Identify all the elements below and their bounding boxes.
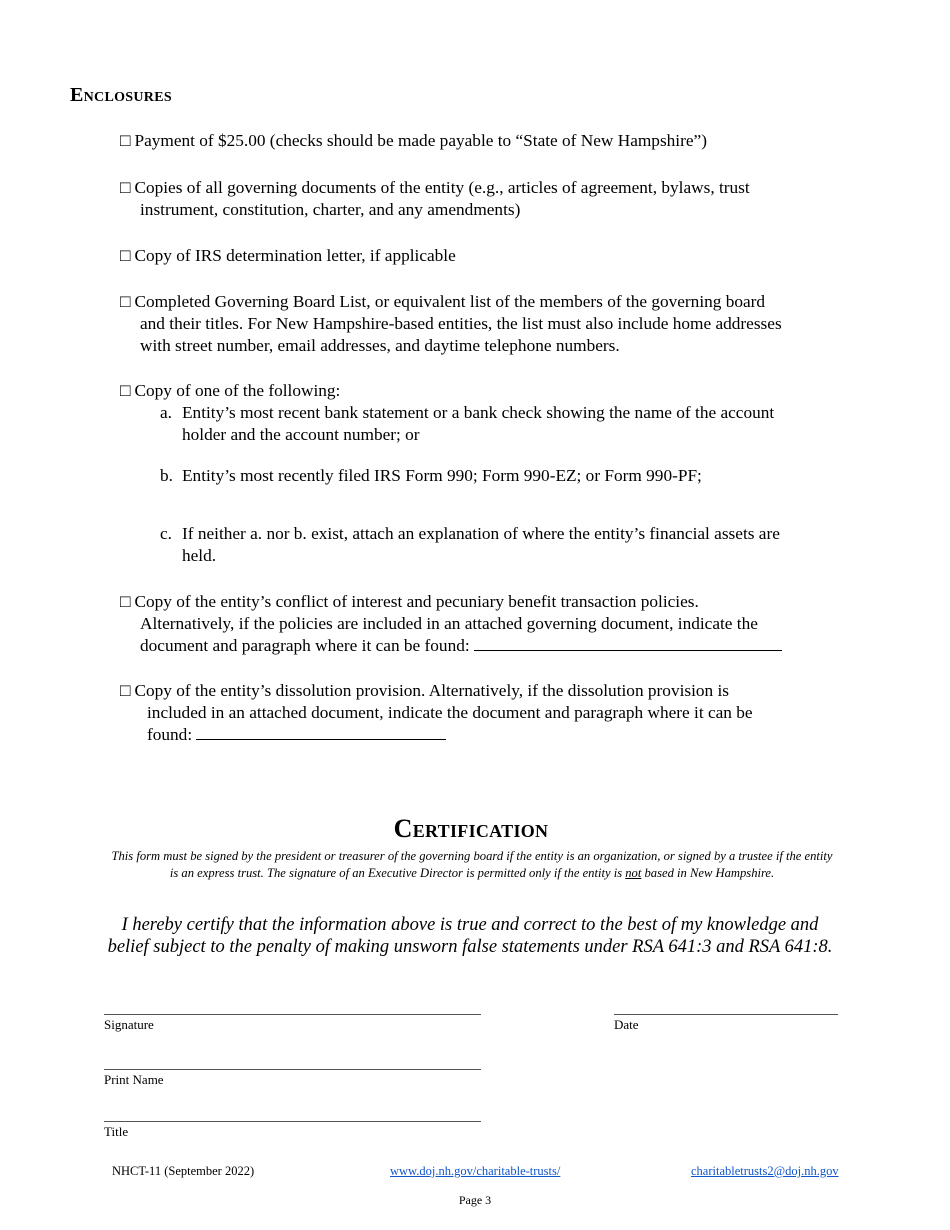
checkbox-icon[interactable]: □ [120, 246, 131, 265]
sub-item-c-label: c. [160, 524, 172, 543]
dissolution-line2: included in an attached document, indicate the document and paragraph where it can be [147, 703, 753, 722]
sub-item-b-line1: Entity’s most recently filed IRS Form 990; Form 990-EZ; or Form 990-PF; [182, 466, 702, 485]
certification-statement [90, 914, 850, 958]
page-number: Page 3 [458, 1193, 492, 1207]
certification-note-part2: based in New Hampshire. [641, 865, 775, 880]
checkbox-icon[interactable]: □ [120, 178, 131, 197]
date-label: Date [614, 1017, 639, 1032]
conflict-policy-line1: Copy of the entity’s conflict of interest and pecuniary benefit transaction policies. [134, 592, 699, 611]
conflict-policy-line3: document and paragraph where it can be found: [140, 636, 470, 655]
certification-note [110, 848, 834, 881]
dissolution-blank-field[interactable] [196, 725, 446, 740]
enclosure-item-payment [120, 130, 707, 152]
certification-note-part1: This form must be signed by the president or treasurer of the governing board if the entity is an organization, or signed by a trustee if the entity is an express trust. The signature of an Executive Director is permitted only if the entity is [111, 849, 833, 880]
sub-item-a-line1: Entity’s most recent bank statement or a bank check showing the name of the account [182, 403, 775, 422]
certification-note-underlined: not [625, 865, 642, 880]
enclosures-heading: Enclosures [70, 84, 172, 106]
conflict-policy-blank-field[interactable] [474, 636, 782, 651]
date-field[interactable] [614, 1014, 838, 1015]
signature-label: Signature [104, 1017, 154, 1032]
sub-item-a-label: a. [160, 403, 172, 422]
email-link[interactable]: charitabletrusts2@doj.nh.gov [691, 1164, 839, 1178]
enclosure-item-copy-of-one [120, 380, 340, 402]
board-list-line3: with street number, email addresses, and daytime telephone numbers. [140, 336, 620, 355]
website-link[interactable]: www.doj.nh.gov/charitable-trusts/ [390, 1164, 561, 1178]
copy-of-one-label: Copy of one of the following: [134, 381, 341, 400]
checkbox-icon[interactable]: □ [120, 292, 131, 311]
dissolution-line3: found: [147, 725, 193, 744]
signature-field[interactable] [104, 1014, 481, 1015]
title-field[interactable] [104, 1121, 481, 1122]
certification-statement-line2: belief subject to the penalty of making unsworn false statements under RSA 641:3 and RSA 641:8. [107, 937, 833, 957]
enclosure-item-governing-docs [120, 177, 750, 221]
sub-item-c-line1: If neither a. nor b. exist, attach an explanation of where the entity’s financial assets are [182, 524, 780, 543]
checkbox-icon[interactable]: □ [120, 381, 131, 400]
conflict-policy-line2: Alternatively, if the policies are included in an attached governing document, indicate the [140, 614, 758, 633]
payment-text: Payment of $25.00 (checks should be made payable to “State of New Hampshire”) [134, 131, 707, 150]
governing-docs-line1: Copies of all governing documents of the entity (e.g., articles of agreement, bylaws, trust [134, 178, 750, 197]
irs-letter-text: Copy of IRS determination letter, if applicable [134, 246, 456, 265]
governing-docs-line2: instrument, constitution, charter, and any amendments) [140, 200, 521, 219]
sub-item-c-line2: held. [182, 546, 217, 565]
enclosure-item-board-list [120, 291, 782, 357]
enclosure-item-irs-letter [120, 245, 456, 267]
checkbox-icon[interactable]: □ [120, 592, 131, 611]
enclosure-item-dissolution [120, 680, 753, 746]
sub-item-b [160, 465, 702, 487]
form-id: NHCT-11 (September 2022) [112, 1164, 255, 1178]
board-list-line1: Completed Governing Board List, or equivalent list of the members of the governing board [134, 292, 766, 311]
print-name-label: Print Name [104, 1072, 164, 1087]
title-label: Title [104, 1124, 129, 1139]
sub-item-c [160, 523, 780, 567]
sub-item-b-label: b. [160, 466, 173, 485]
sub-item-a [160, 402, 774, 446]
checkbox-icon[interactable]: □ [120, 681, 131, 700]
sub-item-a-line2: holder and the account number; or [182, 425, 420, 444]
certification-title: Certification [393, 814, 549, 843]
checkbox-icon[interactable]: □ [120, 131, 131, 150]
certification-statement-line1: I hereby certify that the information above is true and correct to the best of my knowledge and [121, 915, 819, 935]
enclosure-item-conflict-policy [120, 591, 782, 657]
dissolution-line1: Copy of the entity’s dissolution provision. Alternatively, if the dissolution provision is [134, 681, 730, 700]
print-name-field[interactable] [104, 1069, 481, 1070]
board-list-line2: and their titles. For New Hampshire-based entities, the list must also include home addresses [140, 314, 782, 333]
